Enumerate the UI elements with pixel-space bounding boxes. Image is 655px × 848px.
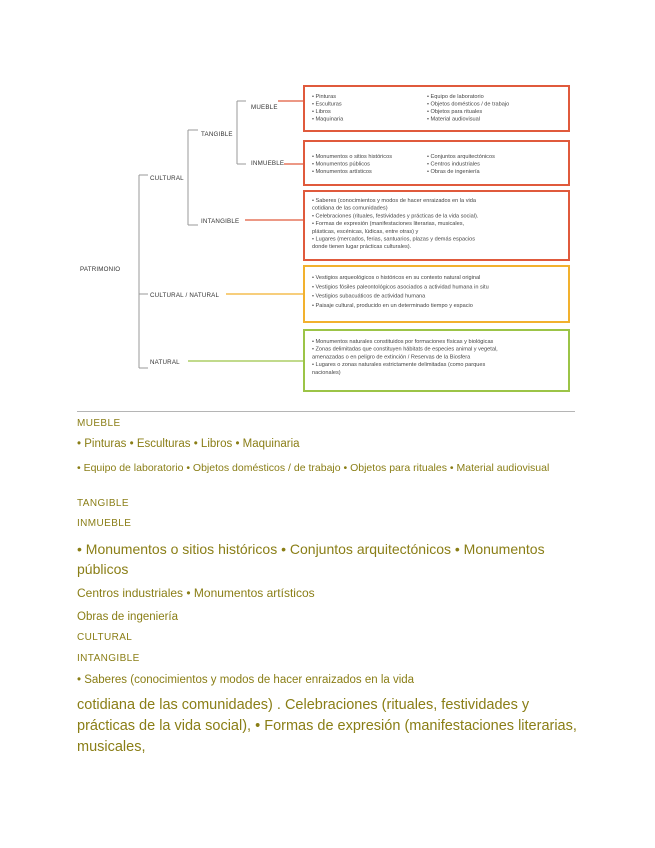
- mueble-box-item: • Pinturas: [312, 94, 337, 100]
- intangible-box-item: cotidiana de las comunidades): [312, 205, 388, 212]
- cultural-natural-box-item: • Vestigios fósiles paleontológicos asociados a actividad humana in situ: [312, 284, 489, 291]
- intangible-box-item: • Saberes (conocimientos y modos de hacer enraizados en la vida: [312, 198, 476, 204]
- intangible-items-line-2: cotidiana de las comunidades) . Celebraciones (rituales, festividades y prácticas de la vida social), • Formas de expresión (manifestaciones literarias, musicales,: [77, 697, 577, 755]
- natural-box-item: • Zonas delimitadas que constituyen hábitats de especies animal y vegetal,: [312, 346, 498, 353]
- cultural-natural-box-item: • Vestigios arqueológicos o históricos en su contexto natural original: [312, 275, 481, 281]
- inmueble-box-item: • Conjuntos arquitectónicos: [427, 154, 495, 160]
- cultural-natural-box-item: • Vestigios subacuáticos de actividad humana: [312, 293, 426, 300]
- tree-connectors: [139, 101, 246, 368]
- tangible-label: TANGIBLE: [201, 131, 233, 138]
- intangible-box-item: donde tienen lugar prácticas culturales).: [312, 244, 412, 251]
- mueble-heading: MUEBLE: [77, 418, 121, 429]
- inmueble-items-line-2: Centros industriales • Monumentos artísticos: [77, 586, 315, 600]
- box-content: [312, 94, 509, 376]
- cultural-label: CULTURAL: [150, 175, 184, 182]
- tangible-heading: TANGIBLE: [77, 498, 129, 509]
- inmueble-items-line-1: • Monumentos o sitios históricos • Conjuntos arquitectónicos • Monumentos públicos: [77, 541, 545, 577]
- inmueble-box-item: • Monumentos públicos: [312, 161, 370, 168]
- inmueble-label: INMUEBLE: [251, 160, 285, 167]
- natural-box-item: nacionales): [312, 369, 341, 376]
- natural-box-item: • Lugares o zonas naturales estrictamente delimitadas (como parques: [312, 362, 486, 369]
- cultural-natural-label: CULTURAL / NATURAL: [150, 292, 220, 299]
- cultural-natural-box-item: • Paisaje cultural, producido en un determinado tiempo y espacio: [312, 302, 473, 309]
- natural-box-item: amenazadas o en peligro de extinción / Reservas de la Biosfera: [312, 354, 471, 361]
- inmueble-box-item: • Monumentos o sitios históricos: [312, 154, 392, 160]
- mueble-label: MUEBLE: [251, 104, 278, 111]
- intangible-heading: INTANGIBLE: [77, 653, 140, 664]
- horizontal-divider: [77, 411, 575, 412]
- mueble-box-item: • Maquinaria: [312, 116, 344, 123]
- intangible-label: INTANGIBLE: [201, 218, 240, 225]
- inmueble-box-item: • Obras de ingeniería: [427, 169, 480, 175]
- intangible-items-line-1: • Saberes (conocimientos y modos de hacer enraizados en la vida: [77, 674, 415, 686]
- natural-label: NATURAL: [150, 359, 180, 366]
- intangible-box-item: • Formas de expresión (manifestaciones literarias, musicales,: [312, 221, 465, 228]
- intangible-box-item: • Lugares (mercados, ferias, santuarios, plazas y demás espacios: [312, 236, 476, 243]
- mueble-box-item: • Objetos domésticos / de trabajo: [427, 101, 510, 108]
- mueble-items-line-2: • Equipo de laboratorio • Objetos domésticos / de trabajo • Objetos para rituales • Material audiovisual: [77, 462, 550, 474]
- inmueble-heading: INMUEBLE: [77, 518, 132, 529]
- mueble-items-line-1: • Pinturas • Esculturas • Libros • Maquinaria: [77, 438, 300, 450]
- mueble-box-item: • Equipo de laboratorio: [427, 94, 484, 100]
- inmueble-box-item: • Centros industriales: [427, 161, 480, 168]
- mueble-box-item: • Objetos para rituales: [427, 109, 483, 115]
- heritage-tree-diagram: [0, 0, 655, 400]
- intangible-box-item: plásticas, escénicas, lúdicas, entre otras) y: [312, 228, 419, 235]
- mueble-box-item: • Esculturas: [312, 101, 342, 108]
- mueble-box-item: • Material audiovisual: [427, 116, 480, 123]
- root-label: PATRIMONIO: [80, 266, 121, 273]
- inmueble-items-line-3: Obras de ingeniería: [77, 611, 179, 623]
- intangible-box-item: • Celebraciones (rituales, festividades y prácticas de la vida social).: [312, 213, 479, 220]
- cultural-heading: CULTURAL: [77, 632, 133, 643]
- inmueble-box-item: • Monumentos artísticos: [312, 169, 372, 175]
- mueble-box-item: • Libros: [312, 109, 331, 115]
- natural-box-item: • Monumentos naturales constituidos por formaciones físicas y biológicas: [312, 339, 494, 345]
